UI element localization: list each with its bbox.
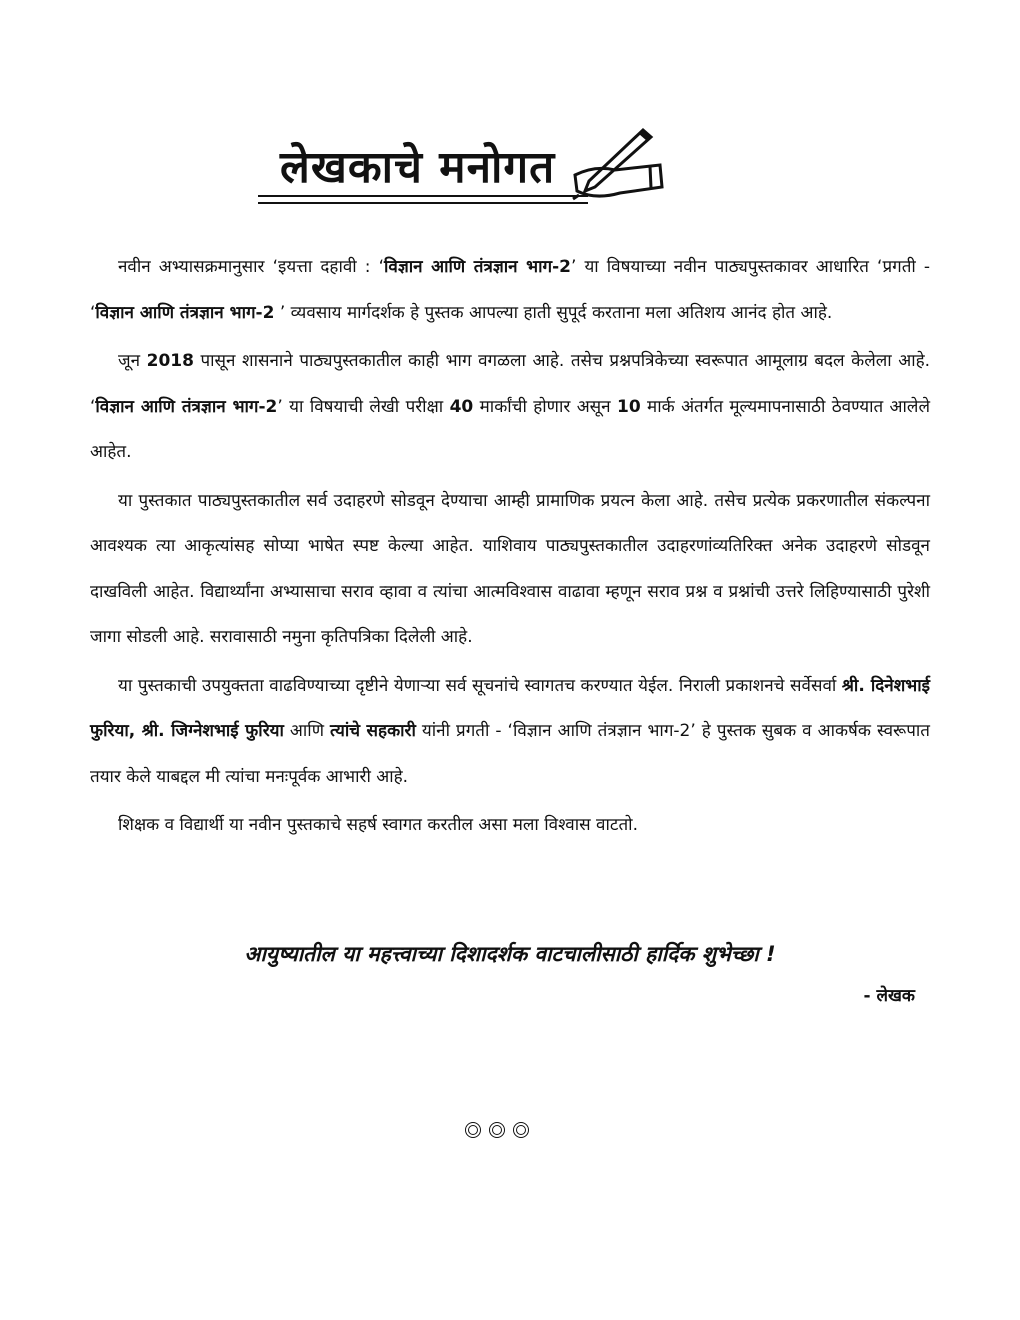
page-title: लेखकाचे मनोगत: [280, 142, 556, 193]
text: ’ या विषयाच्या नवीन पाठ्यपुस्तकावर आधारित ‘प्रगती - ‘: [90, 257, 930, 323]
book-title: विज्ञान आणि तंत्रज्ञान भाग-2: [95, 396, 278, 417]
colleagues: त्यांचे सहकारी: [330, 721, 416, 741]
paragraph-3: या पुस्तकात पाठ्यपुस्तकातील सर्व उदाहरणे सोडवून देण्याचा आम्ही प्रामाणिक प्रयत्न केला आहे. तसेच प्रत्येक प्रकरणातील संकल्पना आवश्यक त्या आकृत्यांसह सोप्या भाषेत स्पष्ट केल्या आहेत. याशिवाय पाठ्यपुस्तकातील उदाहरणांव्यतिरिक्त अनेक उदाहरणे सोडवून दाखविली आहेत. विद्यार्थ्यांना अभ्यासाचा सराव व्हावा व त्यांचा आत्मविश्वास वाढावा म्हणून सराव प्रश्न व प्रश्नांची उत्तरे लिहिण्यासाठी पुरेशी जागा सोडली आहे. सरावासाठी नमुना कृतिपत्रिका दिलेली आहे.: [90, 490, 930, 647]
text: या पुस्तकाची उपयुक्तता वाढविण्याच्या दृष्टीने येणाऱ्या सर्व सूचनांचे स्वागतच करण्यात येईल. निराली प्रकाशनचे सर्वेसर्वा: [118, 675, 842, 696]
text: मार्क अंतर्गत मूल्यमापनासाठी ठेवण्यात आलेले आहेत.: [90, 396, 930, 462]
year: 2018: [146, 351, 194, 371]
marks-number: 40: [449, 396, 474, 417]
closing-wishes: आयुष्यातील या महत्त्वाच्या दिशादर्शक वाटचालीसाठी हार्दिक शुभेच्छा !: [244, 942, 776, 966]
book-title: विज्ञान आणि तंत्रज्ञान भाग-2: [95, 302, 275, 323]
text: नवीन अभ्यासक्रमानुसार ‘इयत्ता दहावी : ‘: [118, 257, 384, 277]
text: मार्कांची होणार असून: [473, 396, 617, 417]
paragraph-2: [90, 339, 930, 476]
paragraph-5: शिक्षक व विद्यार्थी या नवीन पुस्तकाचे सहर्ष स्वागत करतील असा मला विश्वास वाटतो.: [118, 815, 638, 835]
book-title: विज्ञान आणि तंत्रज्ञान भाग-2: [383, 257, 571, 277]
text: ’ या विषयाची लेखी परीक्षा: [277, 396, 450, 417]
title-underline-top: [258, 195, 588, 197]
publisher-names: श्री. दिनेशभाई फुरिया, श्री. जिग्नेशभाई फुरिया: [90, 675, 930, 741]
paragraph-1: [90, 245, 930, 336]
ornament-circle-icon: [513, 1122, 529, 1138]
title-underline-bottom: [258, 202, 588, 204]
marks-number: 10: [617, 396, 641, 417]
text: पासून शासनाने पाठ्यपुस्तकातील काही भाग वगळला आहे. तसेच प्रश्नपत्रिकेच्या स्वरूपात आमूलाग्र बदल केलेला आहे. ‘: [90, 351, 931, 417]
ornament-circle-icon: [489, 1122, 505, 1138]
title-block: [280, 125, 665, 205]
ornament-divider: [465, 1122, 529, 1138]
writing-hand-pen-icon: [565, 125, 665, 205]
text: यांनी प्रगती - ‘विज्ञान आणि तंत्रज्ञान भाग-2’ हे पुस्तक सुबक व आकर्षक स्वरूपात तयार केले याबद्दल मी त्यांचा मनःपूर्वक आभारी आहे.: [90, 721, 930, 787]
preface-body: [90, 245, 930, 852]
author-signature: - लेखक: [863, 986, 915, 1006]
text: जून: [118, 351, 147, 371]
text: आणि: [283, 721, 331, 741]
ornament-circle-icon: [465, 1122, 481, 1138]
paragraph-4: [90, 664, 930, 801]
text: ’ व्यवसाय मार्गदर्शक हे पुस्तक आपल्या हाती सुपूर्द करताना मला अतिशय आनंद होत आहे.: [274, 302, 833, 323]
